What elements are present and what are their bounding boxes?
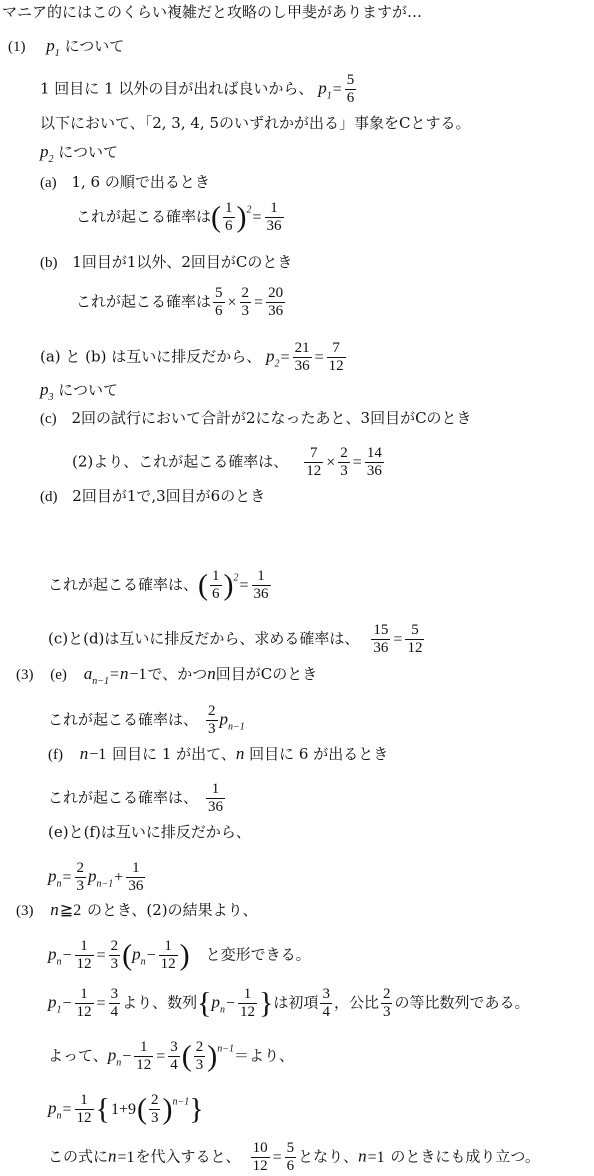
case-label: (b) (40, 255, 58, 271)
numerator: 2 (195, 1039, 204, 1055)
p3-heading (40, 380, 118, 408)
op: = (252, 208, 262, 226)
cd-exclusive (48, 622, 426, 657)
fraction (75, 860, 87, 895)
subscript: n (56, 1110, 62, 1122)
fraction (159, 938, 178, 973)
op: −1 (89, 746, 107, 763)
left-brace: { (197, 986, 212, 1020)
prob-text: (2)より、これが起こる確率は、 (72, 452, 289, 471)
p1-line (40, 72, 358, 107)
var-a: a (83, 664, 93, 683)
subscript: n (116, 1057, 122, 1069)
general-heading (16, 900, 258, 921)
text: この式に (48, 1147, 109, 1166)
denominator: 6 (346, 90, 355, 106)
numerator: 1 (225, 200, 233, 216)
denominator: 12 (328, 358, 344, 374)
prob-text: これが起こる確率は、 (48, 788, 199, 807)
left-paren: ( (211, 200, 222, 234)
var-n: n (50, 900, 59, 919)
subscript: n−1 (92, 676, 109, 687)
denominator: 3 (110, 956, 119, 972)
denominator: 36 (266, 218, 282, 234)
denominator: 12 (76, 956, 92, 972)
op: − (225, 994, 236, 1012)
op: + (114, 868, 124, 886)
case-d-prob (48, 568, 273, 603)
op: = (62, 1100, 72, 1118)
fraction (75, 938, 94, 973)
numerator: 2 (340, 445, 348, 461)
part-number: (3) (16, 903, 34, 919)
case-b (40, 252, 292, 273)
var-n: n (120, 664, 129, 683)
denominator: 3 (150, 1110, 159, 1126)
fraction (252, 568, 271, 603)
var-p: p (40, 142, 49, 161)
op: = (332, 80, 342, 98)
exponent: 2 (246, 204, 252, 216)
fraction (223, 200, 235, 235)
exclusive-text: (c)と(d)は互いに排反だから、求める確率は、 (48, 629, 360, 648)
left-paren: ( (181, 1039, 192, 1073)
denominator: 36 (128, 878, 144, 894)
numerator: 3 (110, 986, 119, 1002)
fraction (134, 1039, 153, 1074)
numerator: 5 (411, 622, 419, 638)
final-formula (48, 1092, 204, 1127)
denominator: 12 (407, 640, 423, 656)
numerator: 5 (346, 72, 355, 88)
numerator: 10 (252, 1140, 268, 1156)
numerator: 1 (243, 986, 252, 1002)
case-label: (d) (40, 489, 58, 505)
intro-text: マニア的にはこのくらい複雑だと攻略のし甲斐がありますが… (2, 3, 423, 21)
check-line (48, 1140, 540, 1175)
p1-text: 1 回目に 1 以外の目が出れば良いから、 (40, 79, 314, 98)
denominator: 4 (322, 1004, 330, 1020)
prob-text: これが起こる確率は (76, 292, 212, 311)
numerator: 5 (286, 1140, 295, 1156)
fraction (210, 568, 222, 603)
numerator: 2 (241, 285, 250, 301)
subscript: 2 (274, 358, 280, 370)
numerator: 3 (322, 986, 330, 1002)
transform-text: と変形できる。 (205, 945, 311, 964)
subscript: n−1 (96, 878, 114, 890)
numerator: 1 (80, 938, 88, 954)
subscript: n (56, 878, 62, 890)
part-1-heading (8, 36, 124, 64)
numerator: 7 (332, 340, 340, 356)
var-p: p (48, 992, 57, 1012)
subscript: 3 (48, 392, 54, 403)
numerator: 2 (208, 703, 216, 719)
numerator: 1 (80, 1092, 88, 1108)
var-n: n (235, 744, 245, 763)
fraction (168, 1039, 180, 1074)
denominator: 12 (240, 1004, 256, 1020)
case-b-prob (76, 285, 287, 320)
subscript: 1 (326, 90, 332, 102)
fraction (251, 1140, 270, 1175)
numerator: 1 (139, 1039, 148, 1055)
denominator: 3 (340, 463, 348, 479)
fraction (126, 860, 145, 895)
case-text: 回目に 1 が出て、 (112, 745, 236, 763)
heading-text: について (58, 381, 118, 399)
op: = (239, 576, 249, 594)
prob-text: これが起こる確率は、 (48, 710, 199, 729)
fraction (304, 445, 323, 480)
subscript: 1 (54, 48, 60, 59)
right-paren: ) (162, 1092, 173, 1126)
denominator: 6 (215, 303, 223, 319)
case-f-prob (48, 781, 227, 816)
op: = (96, 946, 106, 964)
text: のときにも成り立つ。 (390, 1147, 540, 1166)
part-number: (3) (16, 667, 34, 683)
fraction (381, 986, 393, 1021)
op: − (62, 994, 72, 1012)
var-p: p (107, 1045, 117, 1065)
denominator: 36 (373, 640, 389, 656)
fraction (109, 986, 121, 1021)
denominator: 3 (76, 878, 85, 894)
case-label: (f) (48, 747, 63, 763)
right-paren: ) (223, 568, 234, 602)
text: となり、 (298, 1147, 359, 1166)
denominator: 12 (76, 1004, 92, 1020)
prob-text: これが起こる確率は (76, 207, 212, 226)
op: − (122, 1047, 132, 1065)
numerator: 7 (310, 445, 318, 461)
text: より、数列 (122, 993, 198, 1012)
var-n: n (207, 664, 216, 683)
numerator: 1 (132, 860, 140, 876)
fraction (75, 986, 94, 1021)
var-p: p (211, 992, 220, 1012)
fraction (293, 340, 312, 375)
var-p: p (40, 380, 49, 399)
case-e (16, 664, 317, 692)
fraction (265, 200, 284, 235)
subscript: 2 (48, 154, 54, 165)
op: =1 (367, 1148, 385, 1166)
numerator: 2 (110, 938, 119, 954)
text: の等比数列である。 (394, 993, 530, 1012)
op: =1 (117, 1148, 135, 1166)
heading-text: のとき、(2)の結果より、 (86, 901, 258, 919)
numerator: 21 (294, 340, 310, 356)
case-text: 1, 6 の順で出るとき (71, 173, 210, 191)
numerator: 3 (170, 1039, 178, 1055)
transform-line (48, 938, 311, 973)
right-paren: ) (236, 200, 247, 234)
var-p: p (132, 944, 141, 964)
heading-text: について (58, 143, 118, 161)
op: = (156, 1047, 166, 1065)
denominator: 36 (294, 358, 310, 374)
denominator: 36 (253, 586, 269, 602)
left-paren: ( (198, 568, 209, 602)
fraction (285, 1140, 297, 1175)
subscript: n (140, 956, 146, 968)
ab-exclusive (40, 340, 348, 375)
text: ，公比 (333, 993, 379, 1012)
exclusive-text: (a) と (b) は互いに排反だから、 (40, 347, 262, 366)
therefore-line (48, 1039, 294, 1074)
case-e-prob (48, 703, 245, 738)
fraction (338, 445, 350, 480)
case-text: 回目に 6 が出るとき (249, 745, 389, 763)
fraction (240, 285, 252, 320)
op: = (280, 348, 290, 366)
numerator: 1 (80, 986, 88, 1002)
denominator: 12 (160, 956, 176, 972)
numerator: 2 (76, 860, 85, 876)
case-text: 2回の試行において合計が2になったあと、3回目がCのとき (71, 409, 472, 427)
var-p: p (48, 866, 57, 886)
op: − (62, 946, 72, 964)
left-paren: ( (136, 1092, 147, 1126)
denominator: 36 (208, 799, 224, 815)
fraction (238, 986, 257, 1021)
op: = (62, 868, 72, 886)
recurrence-formula (48, 860, 147, 895)
numerator: 1 (270, 200, 278, 216)
numerator: 1 (211, 781, 220, 797)
var-p: p (48, 1098, 57, 1118)
case-f (48, 744, 388, 765)
fraction (194, 1039, 206, 1074)
subscript: n−1 (228, 721, 245, 733)
part-number: (1) (8, 39, 26, 55)
right-brace: } (259, 986, 274, 1020)
right-paren: ) (179, 938, 190, 972)
var-p: p (266, 346, 275, 366)
fraction (206, 781, 225, 816)
denominator: 12 (76, 1110, 92, 1126)
case-text: 1回目が1以外、2回目がCのとき (72, 253, 293, 271)
op: = (272, 1148, 282, 1166)
exponent: n−1 (172, 1096, 190, 1108)
fraction (345, 72, 357, 107)
subscript: 1 (56, 1004, 62, 1016)
op: × (326, 453, 336, 471)
denominator: 36 (268, 303, 284, 319)
denominator: 6 (286, 1158, 295, 1174)
fraction (149, 1092, 161, 1127)
fraction (75, 1092, 94, 1127)
denominator: 12 (252, 1158, 268, 1174)
var-p: p (48, 944, 57, 964)
right-paren: ) (207, 1039, 218, 1073)
denominator: 6 (212, 586, 220, 602)
denominator: 12 (136, 1057, 152, 1073)
denominator: 4 (110, 1004, 119, 1020)
fraction (371, 622, 390, 657)
fraction (206, 703, 218, 738)
denominator: 6 (225, 218, 233, 234)
case-text: 2回目が1で,3回目が6のとき (72, 487, 266, 505)
denominator: 36 (366, 463, 382, 479)
exponent: 2 (233, 572, 239, 584)
var-n: n (79, 744, 89, 763)
case-d (40, 486, 265, 507)
case-c (40, 408, 472, 429)
subscript: n (56, 956, 62, 968)
right-brace: } (189, 1092, 204, 1126)
event-definition: 以下において、「2, 3, 4, 5のいずれかが出る」事象をCとする。 (40, 114, 471, 132)
initial-term-line (48, 986, 529, 1021)
fraction (213, 285, 225, 320)
var-p: p (46, 36, 55, 55)
var-p: p (219, 709, 229, 729)
numerator: 2 (382, 986, 391, 1002)
case-a (40, 172, 210, 193)
numerator: 1 (212, 568, 220, 584)
case-label: (e) (50, 667, 67, 683)
subscript: n (219, 1004, 225, 1016)
left-paren: ( (122, 938, 133, 972)
numerator: 15 (373, 622, 389, 638)
var-p: p (88, 866, 97, 886)
case-a-prob (76, 200, 286, 235)
fraction (109, 938, 121, 973)
fraction (320, 986, 332, 1021)
var-n: n (358, 1146, 367, 1166)
case-label: (a) (40, 175, 57, 191)
text: ＝より、 (234, 1046, 295, 1065)
op: = (393, 630, 403, 648)
numerator: 1 (257, 568, 265, 584)
denominator: 4 (170, 1057, 178, 1073)
numerator: 14 (366, 445, 382, 461)
case-text: で、かつ (147, 665, 208, 683)
text: よって、 (48, 1046, 108, 1065)
heading-text: について (64, 37, 125, 55)
var-n: n (108, 1146, 117, 1166)
numerator: 20 (268, 285, 284, 301)
fraction (266, 285, 285, 320)
op: = (254, 293, 264, 311)
op: −1 (129, 666, 147, 683)
left-brace: { (95, 1092, 110, 1126)
denominator: 3 (208, 721, 216, 737)
var-p: p (318, 78, 327, 98)
prob-text: これが起こる確率は、 (48, 575, 199, 594)
case-label: (c) (40, 411, 57, 427)
denominator: 3 (382, 1004, 391, 1020)
text: は初項 (273, 993, 319, 1012)
fraction (365, 445, 384, 480)
p2-heading (40, 142, 118, 170)
text: を代入すると、 (135, 1147, 241, 1166)
denominator: 12 (306, 463, 322, 479)
op: × (227, 293, 237, 311)
denominator: 3 (195, 1057, 204, 1073)
op: = (352, 453, 362, 471)
denominator: 3 (241, 303, 250, 319)
numerator: 5 (215, 285, 223, 301)
case-c-prob (72, 445, 386, 480)
op: − (146, 946, 156, 964)
numerator: 1 (164, 938, 172, 954)
op: = (96, 994, 106, 1012)
numerator: 2 (150, 1092, 159, 1108)
exponent: n−1 (217, 1043, 235, 1055)
fraction (327, 340, 346, 375)
op: = (314, 348, 324, 366)
ef-exclusive: (e)と(f)は互いに排反だから、 (48, 823, 251, 841)
op: ≧2 (59, 902, 82, 919)
op: 1+9 (110, 1100, 136, 1118)
op: = (109, 666, 119, 683)
case-text: 回目がCのとき (215, 665, 318, 683)
fraction (405, 622, 424, 657)
